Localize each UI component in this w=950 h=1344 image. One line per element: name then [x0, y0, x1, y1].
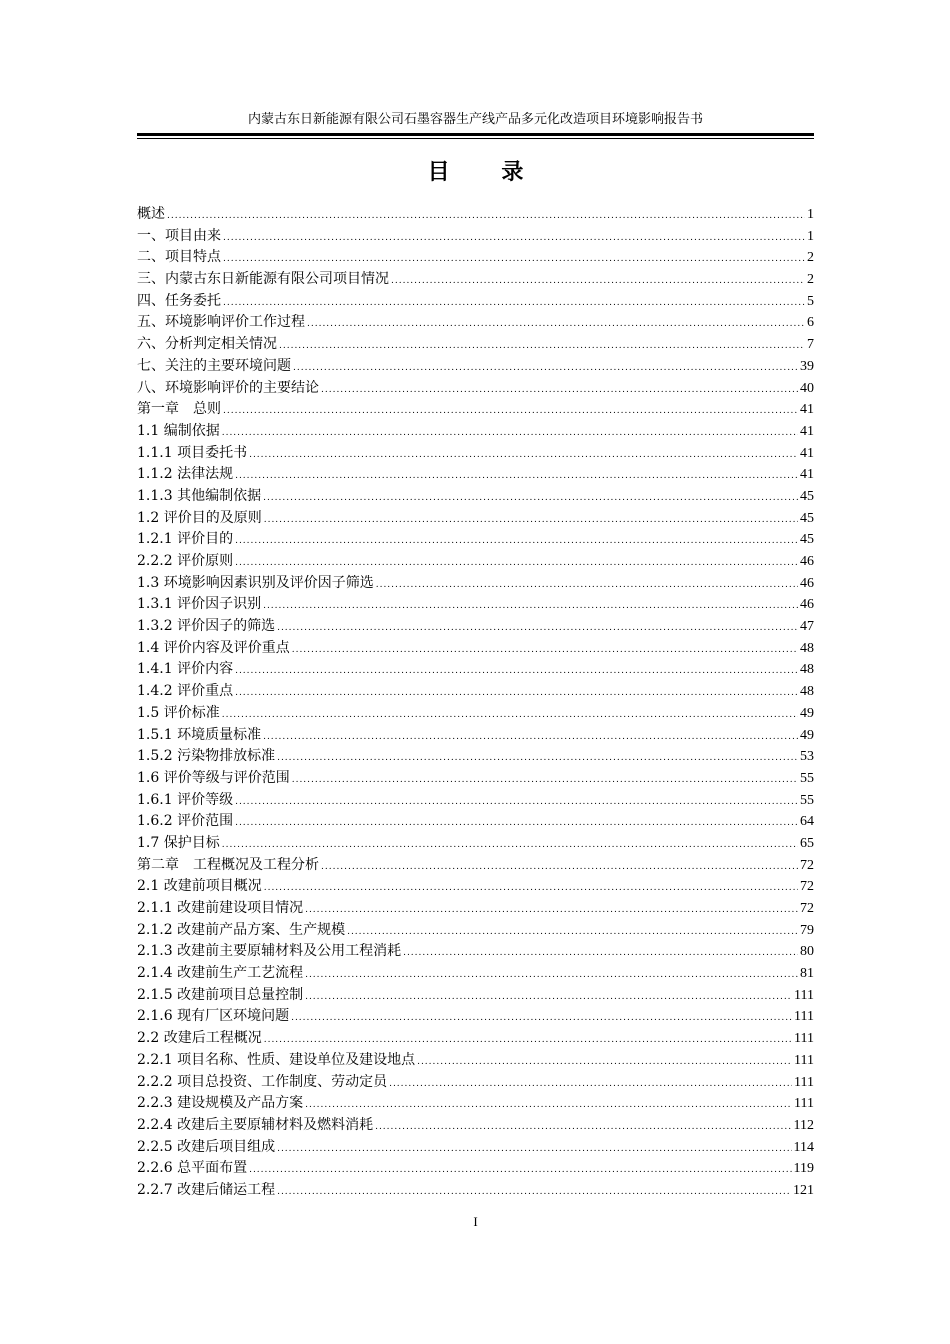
toc-entry-page: 6 [807, 315, 814, 331]
toc-entry[interactable] [137, 291, 814, 313]
toc-entry-label: 2.2 改建后工程概况 [137, 1030, 262, 1047]
toc-entry-label: 1.1.2 法律法规 [137, 466, 234, 483]
toc-entry[interactable] [137, 898, 814, 920]
toc-dot-leader [167, 206, 805, 228]
toc-dot-leader [277, 618, 798, 640]
toc-dot-leader [307, 314, 805, 336]
toc-entry-page: 111 [794, 1074, 814, 1090]
toc-dot-leader [235, 661, 798, 683]
toc-entry-page: 7 [807, 337, 814, 353]
toc-dot-leader [249, 1160, 791, 1182]
toc-entry[interactable] [137, 529, 814, 551]
toc-entry[interactable] [137, 790, 814, 812]
toc-entry-label: 七、关注的主要环境问题 [137, 357, 291, 374]
toc-entry[interactable] [137, 334, 814, 356]
toc-entry-page: 47 [800, 619, 814, 635]
toc-entry-label: 第一章 总则 [137, 401, 221, 418]
toc-entry-page: 81 [800, 966, 814, 982]
toc-entry-page: 111 [794, 987, 814, 1003]
toc-entry[interactable] [137, 681, 814, 703]
toc-dot-leader [264, 878, 798, 900]
toc-dot-leader [223, 293, 805, 315]
toc-dot-leader [249, 445, 798, 467]
page-number: I [473, 1214, 478, 1229]
toc-dot-leader [263, 727, 798, 749]
toc-dot-leader [417, 1052, 792, 1074]
toc-dot-leader [376, 575, 798, 597]
toc-dot-leader [235, 813, 798, 835]
toc-entry[interactable] [137, 421, 814, 443]
toc-entry-label: 2.1.1 改建前建设项目情况 [137, 900, 304, 916]
toc-entry-label: 2.1.5 改建前项目总量控制 [137, 986, 304, 1003]
toc-entry-label: 1.6 评价等级与评价范围 [137, 769, 290, 786]
toc-entry-page: 45 [800, 488, 814, 504]
toc-entry-label: 1.4 评价内容及评价重点 [137, 639, 290, 656]
toc-entry-page: 39 [800, 358, 814, 374]
toc-entry-page: 48 [800, 684, 814, 700]
table-of-contents [137, 204, 814, 1202]
toc-entry[interactable] [137, 638, 814, 660]
toc-entry[interactable] [137, 725, 814, 747]
toc-dot-leader [391, 271, 805, 293]
toc-entry-page: 111 [794, 1096, 814, 1112]
toc-entry-page: 45 [800, 532, 814, 548]
toc-entry-page: 55 [800, 792, 814, 808]
toc-entry-label: 2.1.2 改建前产品方案、生产规模 [137, 921, 346, 938]
toc-entry-label: 六、分析判定相关情况 [137, 336, 277, 353]
toc-entry-page: 41 [800, 402, 814, 418]
toc-entry-page: 53 [800, 749, 814, 765]
header-rule-thin [137, 138, 814, 139]
toc-entry[interactable] [137, 1158, 814, 1180]
toc-entry-page: 41 [800, 423, 814, 439]
toc-entry[interactable] [137, 1115, 814, 1137]
toc-entry-label: 1.5.1 环境质量标准 [137, 726, 262, 743]
toc-entry-page: 111 [794, 1031, 814, 1047]
toc-entry-label: 2.2.5 改建后项目组成 [137, 1138, 276, 1155]
toc-entry-label: 1.6.2 评价范围 [137, 813, 234, 830]
toc-entry-label: 1.5.2 污染物排放标准 [137, 748, 276, 765]
toc-entry-page: 80 [800, 944, 814, 960]
toc-entry-page: 2 [807, 272, 814, 288]
toc-entry-page: 49 [800, 727, 814, 743]
toc-entry[interactable] [137, 833, 814, 855]
toc-entry-page: 45 [800, 510, 814, 526]
toc-entry-label: 第二章 工程概况及工程分析 [137, 856, 319, 873]
toc-entry-page: 1 [807, 228, 814, 244]
toc-entry[interactable] [137, 659, 814, 681]
toc-entry[interactable] [137, 1072, 814, 1094]
toc-dot-leader [235, 531, 798, 553]
toc-dot-leader [292, 770, 798, 792]
toc-entry-label: 八、环境影响评价的主要结论 [137, 379, 319, 396]
toc-entry[interactable] [137, 1180, 814, 1202]
toc-entry-label: 2.2.1 项目名称、性质、建设单位及建设地点 [137, 1051, 416, 1068]
toc-entry[interactable] [137, 1137, 814, 1159]
toc-entry-page: 121 [793, 1182, 814, 1198]
toc-entry-page: 111 [794, 1009, 814, 1025]
toc-entry-label: 1.1.1 项目委托书 [137, 444, 248, 461]
toc-dot-leader [264, 1030, 792, 1052]
toc-entry-label: 2.2.6 总平面布置 [137, 1160, 248, 1177]
toc-entry-label: 2.1.4 改建前生产工艺流程 [137, 965, 304, 982]
toc-entry[interactable] [137, 768, 814, 790]
toc-entry-label: 1.3 环境影响因素识别及评价因子筛选 [137, 574, 374, 591]
toc-entry-page: 114 [793, 1139, 814, 1155]
toc-dot-leader [375, 1117, 791, 1139]
toc-entry-label: 1.3.2 评价因子的筛选 [137, 618, 276, 635]
toc-entry[interactable] [137, 594, 814, 616]
toc-entry[interactable] [137, 356, 814, 378]
toc-entry-page: 46 [800, 575, 814, 591]
toc-entry-page: 65 [800, 835, 814, 851]
toc-dot-leader [389, 1074, 792, 1096]
toc-entry-label: 2.1 改建前项目概况 [137, 878, 262, 895]
toc-entry-label: 四、任务委托 [137, 292, 221, 309]
toc-dot-leader [223, 401, 798, 423]
toc-entry-label: 一、项目由来 [137, 227, 221, 244]
toc-entry[interactable] [137, 573, 814, 595]
toc-dot-leader [293, 358, 798, 380]
toc-entry[interactable] [137, 247, 814, 269]
toc-entry-page: 41 [800, 445, 814, 461]
toc-dot-leader [223, 228, 805, 250]
toc-dot-leader [321, 857, 798, 879]
toc-entry-label: 1.1 编制依据 [137, 422, 220, 439]
toc-entry[interactable] [137, 269, 814, 291]
toc-entry-page: 48 [800, 662, 814, 678]
toc-entry-label: 概述 [137, 206, 165, 222]
toc-entry-page: 49 [800, 705, 814, 721]
toc-dot-leader [305, 900, 798, 922]
toc-entry-page: 41 [800, 467, 814, 483]
toc-entry[interactable] [137, 703, 814, 725]
toc-entry-label: 1.2.1 评价目的 [137, 531, 234, 548]
toc-entry-page: 46 [800, 597, 814, 613]
toc-dot-leader [235, 683, 798, 705]
toc-entry-label: 2.2.2 评价原则 [137, 553, 234, 569]
toc-dot-leader [263, 596, 798, 618]
toc-entry[interactable] [137, 204, 814, 226]
toc-entry-label: 2.2.7 改建后储运工程 [137, 1181, 276, 1198]
toc-entry-page: 48 [800, 640, 814, 656]
toc-entry[interactable] [137, 811, 814, 833]
toc-dot-leader [235, 553, 798, 575]
toc-entry-label: 2.2.3 建设规模及产品方案 [137, 1095, 304, 1112]
page-title: 目 录 [427, 159, 546, 185]
toc-entry-label: 1.7 保护目标 [137, 834, 220, 851]
toc-dot-leader [403, 943, 798, 965]
toc-entry[interactable] [137, 464, 814, 486]
toc-dot-leader [305, 965, 798, 987]
toc-entry-page: 111 [794, 1052, 814, 1068]
toc-entry[interactable] [137, 399, 814, 421]
running-header: 内蒙古东日新能源有限公司石墨容器生产线产品多元化改造项目环境影响报告书 [247, 112, 703, 127]
toc-entry-label: 二、项目特点 [137, 249, 221, 266]
toc-entry-label: 2.2.2 项目总投资、工作制度、劳动定员 [137, 1073, 388, 1090]
toc-entry[interactable] [137, 1093, 814, 1115]
toc-entry[interactable] [137, 1006, 814, 1028]
toc-entry[interactable] [137, 378, 814, 400]
toc-entry[interactable] [137, 876, 814, 898]
toc-entry-page: 112 [793, 1117, 814, 1133]
toc-dot-leader [222, 705, 798, 727]
toc-entry-page: 40 [800, 380, 814, 396]
toc-entry-label: 1.2 评价目的及原则 [137, 509, 262, 526]
toc-dot-leader [235, 792, 798, 814]
toc-entry[interactable] [137, 985, 814, 1007]
toc-entry-label: 1.4.1 评价内容 [137, 661, 234, 678]
toc-entry-page: 55 [800, 770, 814, 786]
toc-entry-page: 72 [800, 857, 814, 873]
toc-entry-page: 5 [807, 293, 814, 309]
toc-entry[interactable] [137, 855, 814, 877]
toc-entry-page: 79 [800, 922, 814, 938]
toc-entry-page: 119 [793, 1161, 814, 1177]
toc-entry-page: 64 [800, 814, 814, 830]
header-rule-thick [137, 133, 814, 136]
toc-entry-page: 72 [800, 901, 814, 916]
toc-dot-leader [347, 922, 798, 944]
toc-dot-leader [235, 466, 798, 488]
toc-entry[interactable] [137, 941, 814, 963]
toc-entry-label: 2.1.3 改建前主要原辅材料及公用工程消耗 [137, 943, 402, 960]
toc-dot-leader [277, 748, 798, 770]
toc-dot-leader [291, 1008, 792, 1030]
toc-entry[interactable] [137, 312, 814, 334]
toc-entry-page: 2 [807, 250, 814, 266]
toc-dot-leader [305, 987, 792, 1009]
toc-dot-leader [222, 423, 798, 445]
toc-entry-page: 46 [800, 554, 814, 569]
toc-entry-page: 72 [800, 879, 814, 895]
toc-entry-label: 三、内蒙古东日新能源有限公司项目情况 [137, 271, 389, 288]
toc-entry[interactable] [137, 1028, 814, 1050]
toc-dot-leader [222, 835, 798, 857]
toc-entry[interactable] [137, 486, 814, 508]
toc-dot-leader [264, 510, 798, 532]
toc-entry-label: 1.5 评价标准 [137, 704, 220, 721]
toc-entry[interactable] [137, 551, 814, 573]
toc-dot-leader [279, 336, 805, 358]
toc-entry-label: 1.4.2 评价重点 [137, 683, 234, 700]
toc-entry[interactable] [137, 443, 814, 465]
toc-entry[interactable] [137, 920, 814, 942]
toc-entry-label: 1.3.1 评价因子识别 [137, 596, 262, 613]
toc-entry-label: 1.1.3 其他编制依据 [137, 487, 262, 504]
toc-entry[interactable] [137, 226, 814, 248]
toc-entry[interactable] [137, 1050, 814, 1072]
toc-entry-label: 五、环境影响评价工作过程 [137, 314, 305, 331]
toc-dot-leader [277, 1139, 791, 1161]
toc-entry[interactable] [137, 508, 814, 530]
toc-entry[interactable] [137, 746, 814, 768]
toc-dot-leader [321, 380, 798, 402]
toc-dot-leader [277, 1182, 791, 1204]
toc-dot-leader [263, 488, 798, 510]
toc-dot-leader [305, 1095, 792, 1117]
toc-entry-page: 1 [807, 207, 814, 222]
toc-entry-label: 2.1.6 现有厂区环境问题 [137, 1008, 290, 1025]
toc-dot-leader [292, 640, 798, 662]
toc-entry-label: 2.2.4 改建后主要原辅材料及燃料消耗 [137, 1116, 374, 1133]
toc-entry[interactable] [137, 963, 814, 985]
toc-entry[interactable] [137, 616, 814, 638]
toc-entry-label: 1.6.1 评价等级 [137, 791, 234, 808]
toc-dot-leader [223, 249, 805, 271]
